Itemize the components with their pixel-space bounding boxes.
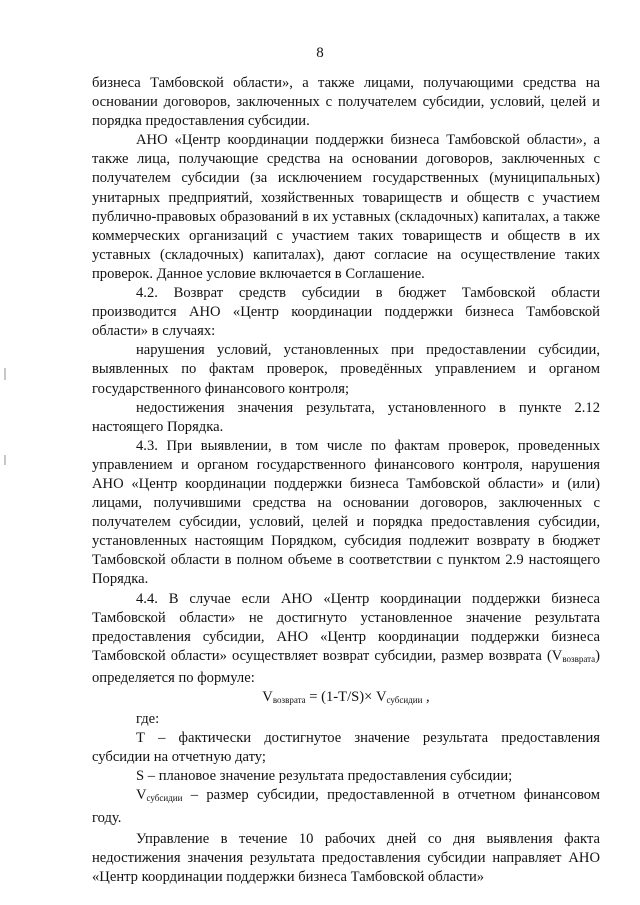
document-body — [92, 74, 600, 887]
v-return-subscript: возврата — [562, 653, 596, 664]
paragraph: 4.2. Возврат средств субсидии в бюджет Тамбовской области производится АНО «Центр координации поддержки бизнеса Тамбовской области» в случаях: — [92, 285, 600, 340]
formula-sub-subsidy: субсидии — [386, 695, 423, 705]
paragraph-4-4 — [92, 590, 600, 688]
v-return-rest: ) определяется по формуле: — [92, 647, 601, 686]
paragraph: недостижения значения результата, установленного в пункте 2.12 настоящего Порядка. — [92, 399, 600, 435]
definition-v-text: – размер субсидии, предоставленной в отчетном финансовом году. — [92, 787, 600, 826]
paragraph-text: 4.4. В случае если АНО «Центр координации поддержки бизнеса Тамбовской области» не достигнуто установленное значение результата предоставления субсидии, АНО «Центр координации поддержки бизнеса Тамбовской области» осуществляет возврат субсидии, размер возврата — [92, 590, 600, 664]
formula-end: , — [422, 689, 430, 705]
definition-t: Т – фактически достигнутое значение результата предоставления субсидии на отчетную дату; — [92, 730, 600, 766]
paragraph-final: Управление в течение 10 рабочих дней со дня выявления факта недостижения значения результата предоставления субсидии направляет АНО «Центр координации поддержки бизнеса Тамбовской области» — [92, 830, 600, 885]
paragraph: бизнеса Тамбовской области», а также лицами, получающими средства на основании договоров, заключенных с получателем субсидии, условий, целей и порядка предоставления субсидии. — [92, 75, 600, 130]
definition-v — [92, 786, 600, 827]
formula-middle: = (1-T/S)× V — [305, 689, 387, 705]
formula-v: V — [262, 689, 273, 705]
formula-sub-return: возврата — [272, 695, 306, 705]
paragraph: нарушения условий, установленных при предоставлении субсидии, выявленных по фактам проверок, проведённых управлением и органом государственного финансового контроля; — [92, 342, 600, 397]
return-formula — [92, 688, 600, 710]
where-label: где: — [136, 711, 160, 728]
paragraph: АНО «Центр координации поддержки бизнеса Тамбовской области», а также лица, получающие средства на основании договоров, заключенных с получателем субсидии (за исключением государственных (муниципальных) унитарных предприятий, хозяйственных товариществ и обществ с участием публично-правовых образований в их уставных (складочных) капиталах, а также коммерческих организаций с участием таких товариществ и обществ в их уставных (складочных) капиталах), дают согласие на осуществление таких проверок. Данное условие включается в Соглашение. — [92, 132, 600, 282]
definition-v-symbol: V — [136, 787, 147, 804]
scan-margin-mark — [4, 455, 6, 465]
scan-margin-mark — [4, 368, 6, 380]
paragraph: 4.3. При выявлении, в том числе по фактам проверок, проведенных управлением и органом государственного финансового контроля, нарушения АНО «Центр координации поддержки бизнеса Тамбовской области» и (или) лицами, получившими средства на основании договоров, заключенных с получателем субсидии, условий, целей и порядка предоставления субсидии, установленных настоящим Порядком, субсидия подлежит возврату в бюджет Тамбовской области в полном объеме в соответствии с пунктом 2.9 настоящего Порядка. — [92, 437, 600, 588]
v-return-open: (V — [546, 647, 563, 664]
definition-v-subscript: субсидии — [146, 793, 183, 804]
page-number: 8 — [316, 45, 324, 61]
definition-s: S – плановое значение результата предоставления субсидии; — [136, 768, 513, 785]
